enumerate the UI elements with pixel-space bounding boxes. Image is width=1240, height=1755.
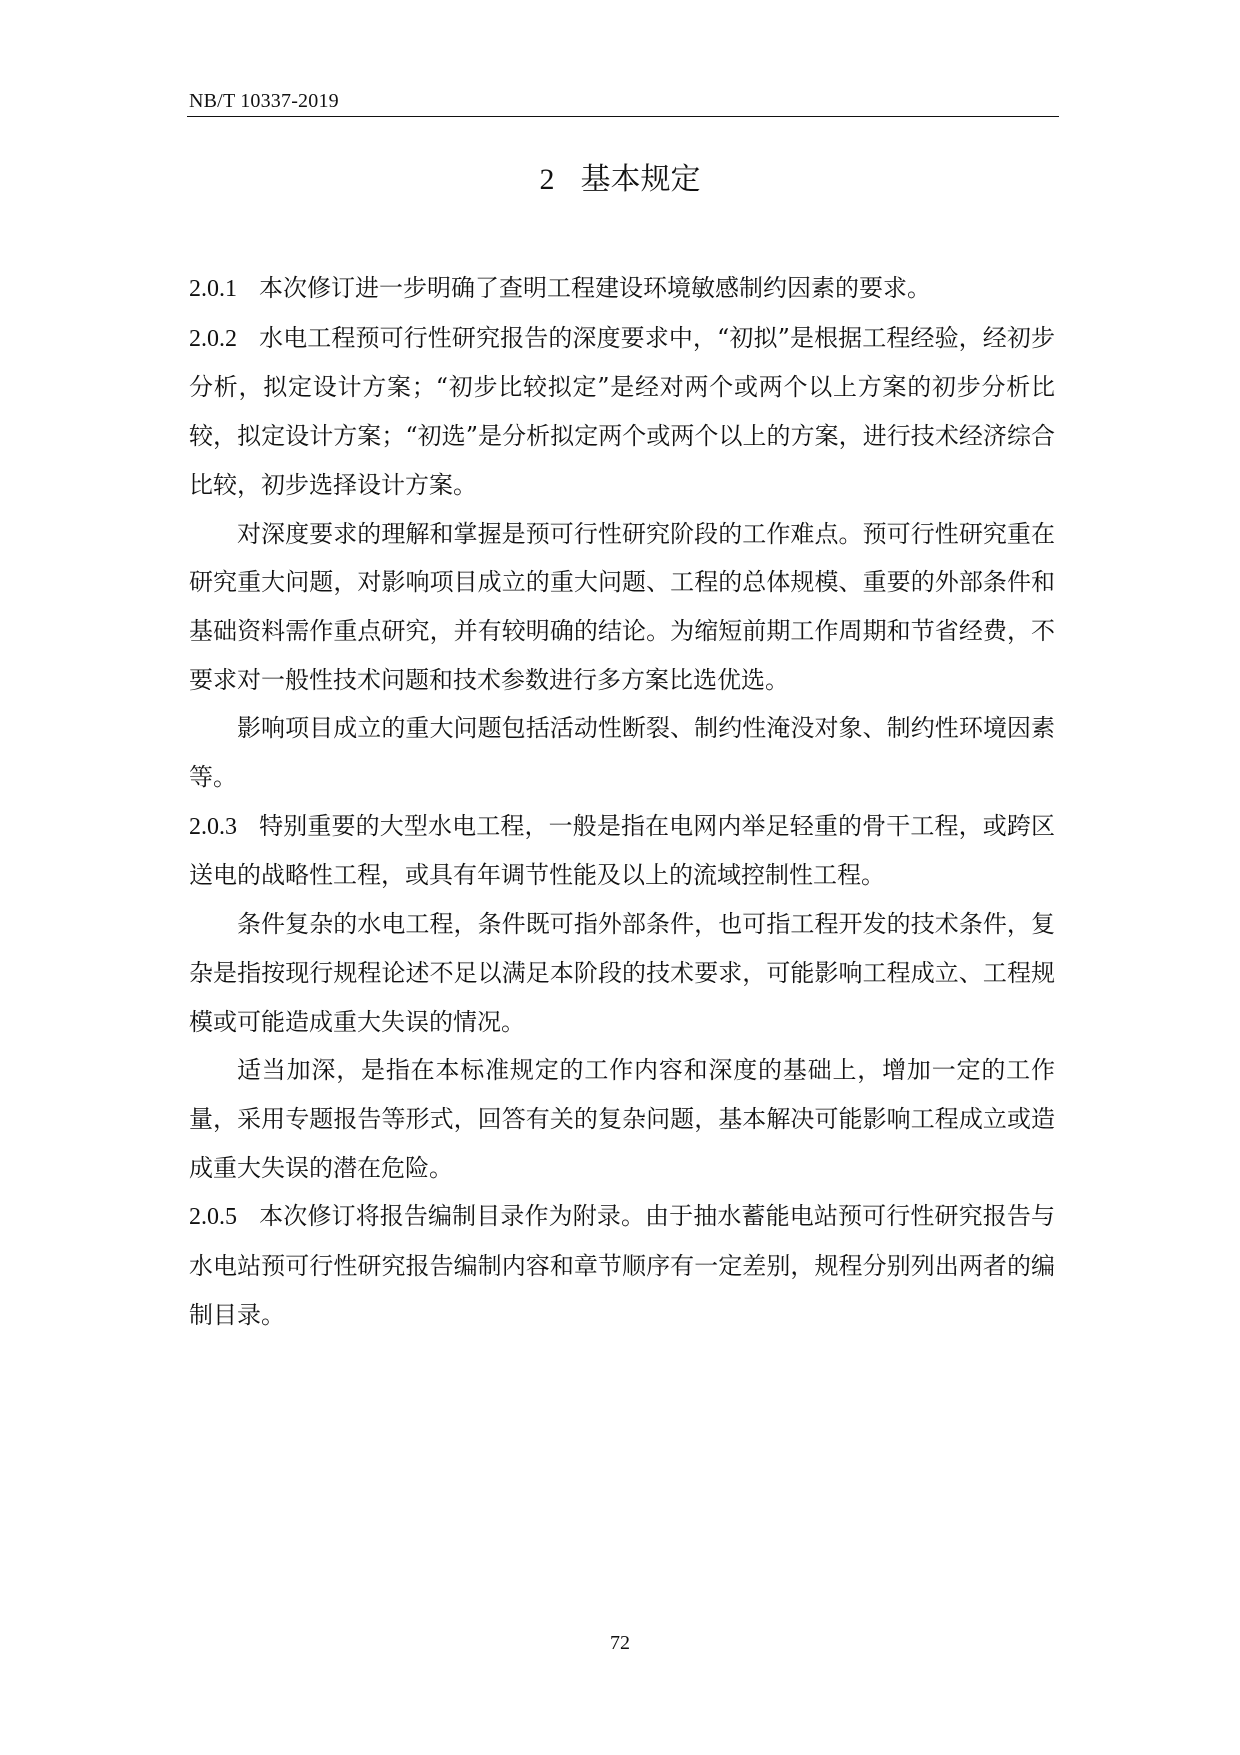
standard-code: NB/T 10337-2019 (189, 90, 339, 112)
paragraph-clause-2-0-2 (189, 314, 1055, 510)
chapter-title (0, 158, 1240, 202)
paragraph (189, 704, 1055, 801)
clause-number: 2.0.1 (189, 276, 237, 302)
paragraph-text: 对深度要求的理解和掌握是预可行性研究阶段的工作难点。预可行性研究重在研究重大问题，对影响项目成立的重大问题、工程的总体规模、重要的外部条件和基础资料需作重点研究，并有较明确的结论。为缩短前期工作周期和节省经费，不要求对一般性技术问题和技术参数进行多方案比选优选。 (189, 519, 1055, 694)
paragraph-text: 本次修订进一步明确了查明工程建设环境敏感制约因素的要求。 (259, 274, 931, 302)
paragraph-clause-2-0-3 (189, 802, 1055, 900)
paragraph-text: 条件复杂的水电工程，条件既可指外部条件，也可指工程开发的技术条件，复杂是指按现行规程论述不足以满足本阶段的技术要求，可能影响工程成立、工程规模或可能造成重大失误的情况。 (189, 910, 1055, 1036)
paragraph-text: 本次修订将报告编制目录作为附录。由于抽水蓄能电站预可行性研究报告与水电站预可行性研究报告编制内容和章节顺序有一定差别，规程分别列出两者的编制目录。 (189, 1202, 1055, 1329)
paragraph (189, 510, 1055, 705)
paragraph-text: 影响项目成立的重大问题包括活动性断裂、制约性淹没对象、制约性环境因素等。 (189, 714, 1055, 792)
paragraph-clause-2-0-5 (189, 1192, 1055, 1339)
paragraph-text: 特别重要的大型水电工程，一般是指在电网内举足轻重的骨干工程，或跨区送电的战略性工程，或具有年调节性能及以上的流域控制性工程。 (189, 811, 1055, 890)
clause-number: 2.0.2 (189, 325, 237, 352)
paragraph-text: 适当加深，是指在本标准规定的工作内容和深度的基础上，增加一定的工作量，采用专题报告等形式，回答有关的复杂问题，基本解决可能影响工程成立或造成重大失误的潜在危险。 (189, 1056, 1055, 1182)
header-rule (187, 116, 1059, 117)
paragraph-text: 水电工程预可行性研究报告的深度要求中，“初拟”是根据工程经验，经初步分析，拟定设计方案；“初步比较拟定”是经对两个或两个以上方案的初步分析比较，拟定设计方案；“初选”是分析拟定两个或两个以上的方案，进行技术经济综合比较，初步选择设计方案。 (189, 323, 1055, 499)
chapter-number: 2 (539, 163, 555, 196)
paragraph (189, 1046, 1055, 1192)
paragraph-clause-2-0-1 (189, 264, 1055, 314)
chapter-title-text: 基本规定 (580, 162, 701, 197)
page-number: 72 (610, 1632, 630, 1654)
clause-number: 2.0.3 (189, 813, 237, 840)
paragraph (189, 900, 1055, 1046)
body-text (189, 264, 1055, 1339)
clause-number: 2.0.5 (189, 1204, 237, 1231)
